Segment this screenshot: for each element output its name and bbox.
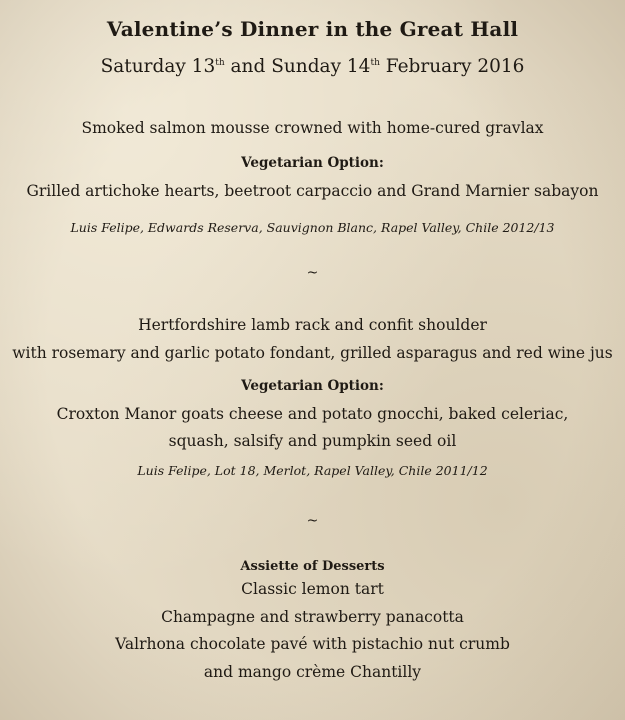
course1-wine: Luis Felipe, Edwards Reserva, Sauvignon Blanc, Rapel Valley, Chile 2012/13: [70, 220, 555, 235]
dessert-item: Champagne and strawberry panacotta: [161, 608, 464, 626]
menu-dates: [0, 58, 625, 77]
course2-main-line2: with rosemary and garlic potato fondant, grilled asparagus and red wine jus: [12, 344, 613, 362]
course1-veg-label: Vegetarian Option:: [241, 155, 384, 171]
date-saturday-suffix: th: [215, 57, 225, 68]
date-sunday: Sunday 14: [271, 56, 371, 77]
course-separator-1: ~: [306, 265, 319, 281]
desserts-heading: Assiette of Desserts: [240, 559, 385, 574]
date-saturday: Saturday 13: [100, 56, 216, 77]
date-and: and: [224, 56, 272, 77]
course2-wine: Luis Felipe, Lot 18, Merlot, Rapel Valley, Chile 2011/12: [137, 463, 488, 478]
dessert-item: and mango crème Chantilly: [203, 663, 422, 681]
dessert-item: Classic lemon tart: [241, 580, 384, 598]
course2-veg-line1: Croxton Manor goats cheese and potato gnocchi, baked celeriac,: [56, 405, 569, 423]
menu-title: Valentine’s Dinner in the Great Hall: [106, 17, 519, 41]
course1-veg-dish: Grilled artichoke hearts, beetroot carpaccio and Grand Marnier sabayon: [26, 182, 599, 200]
course-separator-2: ~: [306, 513, 319, 529]
course2-main-line1: Hertfordshire lamb rack and confit shoulder: [138, 316, 487, 334]
date-month-year: February 2016: [379, 56, 525, 77]
course2-veg-label: Vegetarian Option:: [241, 378, 384, 394]
course1-main: Smoked salmon mousse crowned with home-cured gravlax: [81, 119, 544, 137]
dessert-item: Valrhona chocolate pavé with pistachio nut crumb: [115, 635, 510, 653]
course2-veg-line2: squash, salsify and pumpkin seed oil: [168, 432, 457, 450]
date-sunday-suffix: th: [370, 57, 380, 68]
